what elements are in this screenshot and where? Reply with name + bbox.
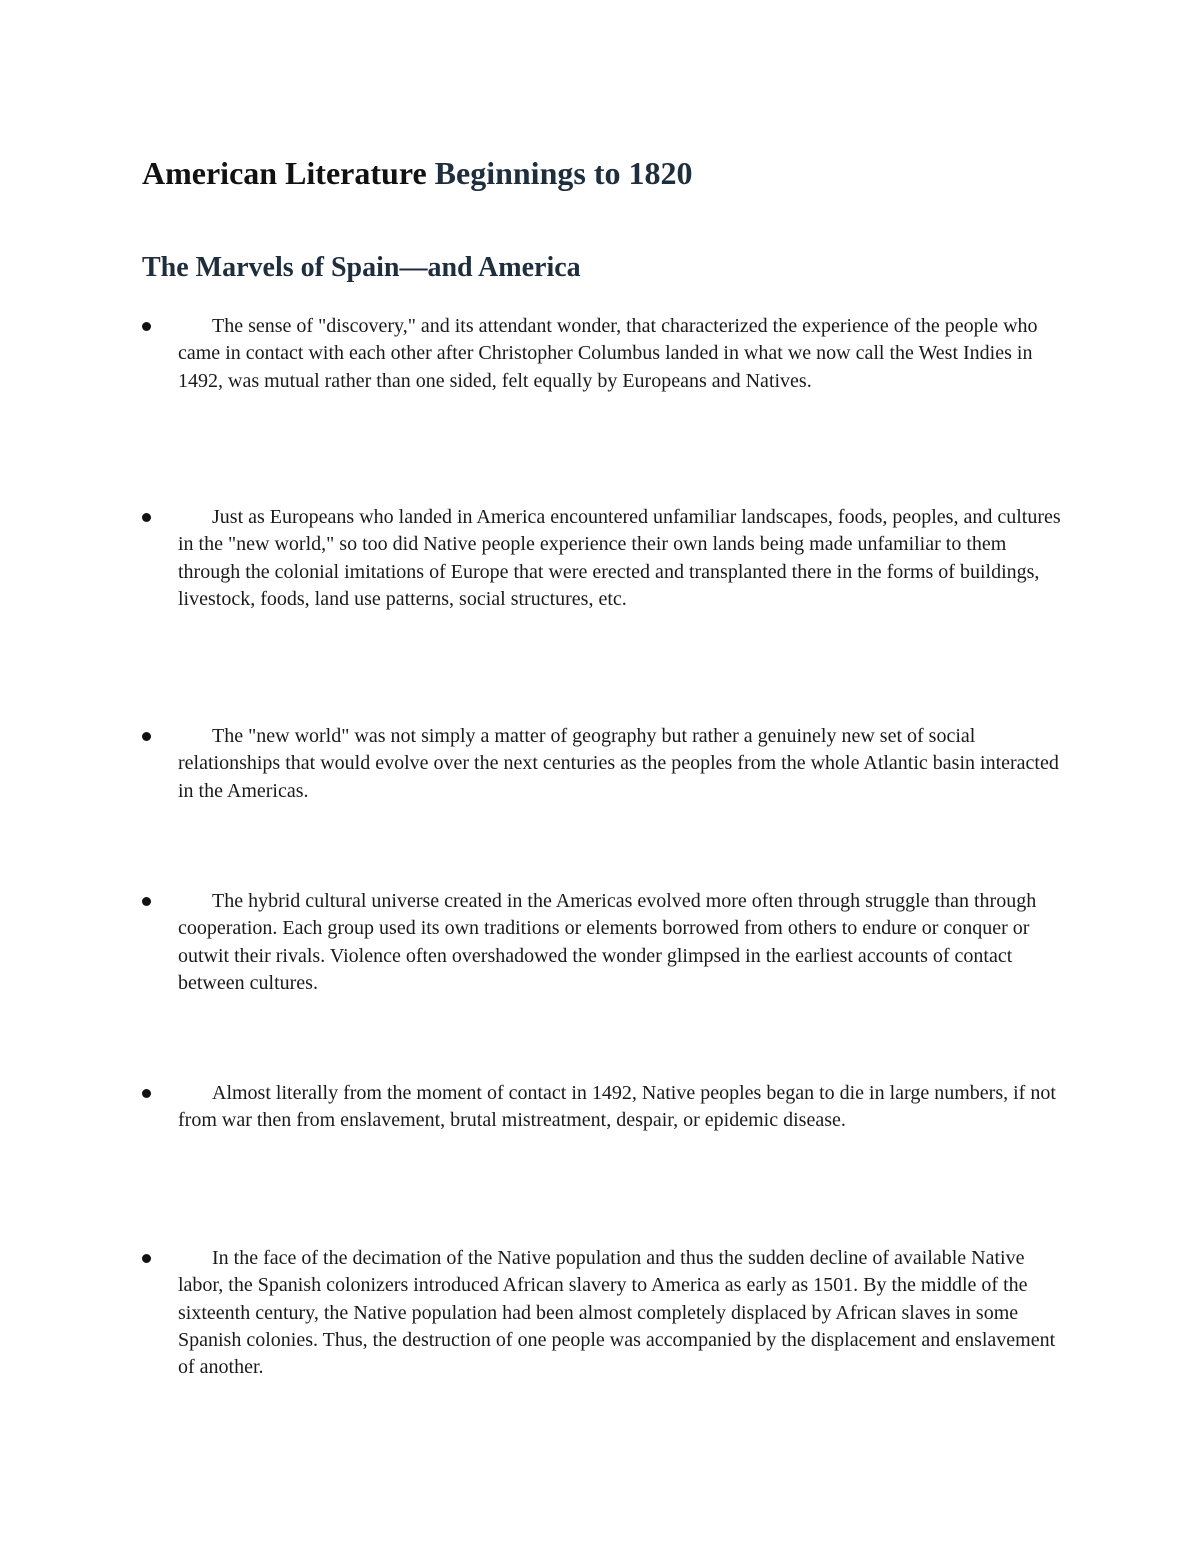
bullet-icon <box>142 732 151 741</box>
bullet-text: The "new world" was not simply a matter of geography but rather a genuinely new set of social relationships that would evolve over the next centuries as the peoples from the whole Atlantic basin interacted in the Americas. <box>178 725 1059 802</box>
bullet-text: The hybrid cultural universe created in the Americas evolved more often through struggle than through cooperation. Each group used its own traditions or elements borrowed from others to endure or conquer or outwit their rivals. Violence often overshadowed the wonder glimpsed in the earliest accounts of contact between cultures. <box>178 890 1037 994</box>
bullet-text: The sense of "discovery," and its attendant wonder, that characterized the experience of the people who came in contact with each other after Christopher Columbus landed in what we now call the West Indies in 1492, was mutual rather than one sided, felt equally by Europeans and Natives. <box>178 315 1038 392</box>
bullet-icon <box>142 513 151 522</box>
bullet-text: Just as Europeans who landed in America encountered unfamiliar landscapes, foods, peoples, and cultures in the "new world," so too did Native people experience their own lands being made unfamiliar to them through the colonial imitations of Europe that were erected and transplanted there in the forms of buildings, livestock, foods, land use patterns, social structures, etc. <box>178 506 1061 610</box>
bullet-text: In the face of the decimation of the Native population and thus the sudden decline of available Native labor, the Spanish colonizers introduced African slavery to America as early as 1501. By the middle of the sixteenth century, the Native population had been almost completely displaced by African slaves in some Spanish colonies. Thus, the destruction of one people was accompanied by the displacement and enslavement of another. <box>178 1247 1056 1379</box>
section-heading: The Marvels of Spain—and America <box>142 252 581 283</box>
page-title <box>142 150 692 196</box>
bullet-icon <box>142 897 151 906</box>
title-part-2: Beginnings to 1820 <box>434 155 693 191</box>
title-part-1: American Literature <box>142 155 427 191</box>
bullet-icon <box>142 1089 151 1098</box>
bullet-icon <box>142 322 151 331</box>
bullet-text: Almost literally from the moment of contact in 1492, Native peoples began to die in large numbers, if not from war then from enslavement, brutal mistreatment, despair, or epidemic disease. <box>178 1082 1056 1132</box>
bullet-icon <box>142 1254 151 1263</box>
